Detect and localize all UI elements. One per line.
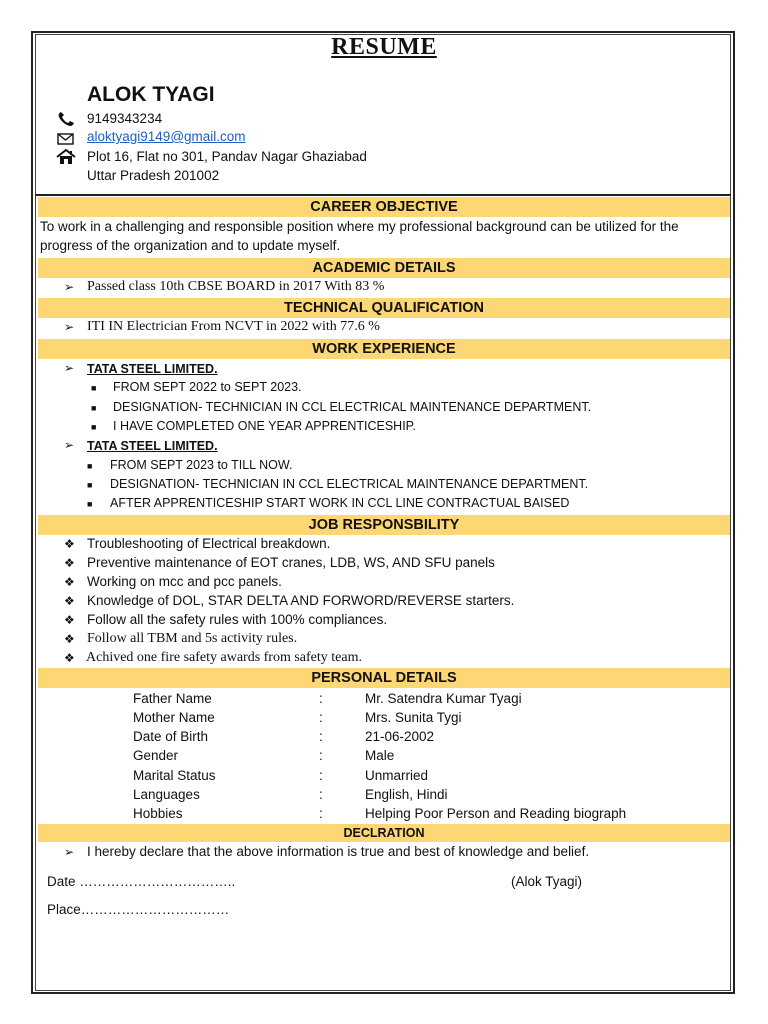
section-declaration: DECLRATION xyxy=(38,824,730,842)
personal-label: Date of Birth xyxy=(133,729,209,744)
personal-label: Hobbies xyxy=(133,806,183,821)
personal-label: Father Name xyxy=(133,691,212,706)
work-2-point-2: DESIGNATION- TECHNICIAN IN CCL ELECTRICAL MAINTENANCE DEPARTMENT. xyxy=(110,477,589,491)
section-technical-qualification: TECHNICAL QUALIFICATION xyxy=(38,298,730,318)
diamond-bullet-icon: ❖ xyxy=(64,556,75,570)
square-bullet-icon: ■ xyxy=(91,403,97,413)
phone-number: 9149343234 xyxy=(87,111,163,126)
footer-signature: (Alok Tyagi) xyxy=(511,874,583,889)
personal-label: Gender xyxy=(133,748,179,763)
personal-separator: : xyxy=(319,787,323,802)
header-divider xyxy=(35,194,731,196)
section-work-experience: WORK EXPERIENCE xyxy=(38,339,730,359)
personal-value: Mrs. Sunita Tygi xyxy=(365,710,462,725)
work-1-point-2: DESIGNATION- TECHNICIAN IN CCL ELECTRICAL MAINTENANCE DEPARTMENT. xyxy=(113,400,592,414)
personal-value: Unmarried xyxy=(365,768,429,783)
job-item-6: Follow all TBM and 5s activity rules. xyxy=(87,631,298,646)
footer-place: Place…………………………… xyxy=(47,902,230,917)
address-line-2: Uttar Pradesh 201002 xyxy=(87,168,220,183)
diamond-bullet-icon: ❖ xyxy=(64,613,75,627)
envelope-icon xyxy=(56,131,76,147)
address-line-1: Plot 16, Flat no 301, Pandav Nagar Ghaziabad xyxy=(87,149,367,164)
resume-title: RESUME xyxy=(331,34,437,60)
email-link[interactable]: aloktyagi9149@gmail.com xyxy=(87,129,246,144)
personal-value: Mr. Satendra Kumar Tyagi xyxy=(365,691,522,706)
personal-label: Marital Status xyxy=(133,768,216,783)
declaration-text: I hereby declare that the above information is true and best of knowledge and belief. xyxy=(87,844,590,859)
work-2-point-3: AFTER APPRENTICESHIP START WORK IN CCL LINE CONTRACTUAL BAISED xyxy=(110,496,570,510)
phone-icon xyxy=(56,111,76,127)
footer-date: Date …………………………….. xyxy=(47,874,236,889)
personal-separator: : xyxy=(319,710,323,725)
work-2-point-1: FROM SEPT 2023 to TILL NOW. xyxy=(110,458,293,472)
job-item-1: Troubleshooting of Electrical breakdown. xyxy=(87,536,331,551)
academic-item: Passed class 10th CBSE BOARD in 2017 With 83 % xyxy=(87,279,385,294)
candidate-name: ALOK TYAGI xyxy=(87,83,215,106)
diamond-bullet-icon: ❖ xyxy=(64,575,75,589)
section-personal-details: PERSONAL DETAILS xyxy=(38,668,730,688)
objective-line-2: progress of the organization and to update myself. xyxy=(40,238,341,253)
diamond-bullet-icon: ❖ xyxy=(64,632,75,646)
personal-separator: : xyxy=(319,748,323,763)
square-bullet-icon: ■ xyxy=(87,480,93,490)
personal-value: Helping Poor Person and Reading biograph xyxy=(365,806,627,821)
job-item-4: Knowledge of DOL, STAR DELTA AND FORWORD/REVERSE starters. xyxy=(87,593,515,608)
job-item-7: Achived one fire safety awards from safety team. xyxy=(86,650,362,665)
job-item-5: Follow all the safety rules with 100% compliances. xyxy=(87,612,388,627)
objective-line-1: To work in a challenging and responsible position where my professional background can be utilized for the xyxy=(40,219,679,234)
section-career-objective: CAREER OBJECTIVE xyxy=(38,197,730,217)
personal-separator: : xyxy=(319,806,323,821)
work-1-point-3: I HAVE COMPLETED ONE YEAR APPRENTICESHIP. xyxy=(113,419,416,433)
arrow-bullet-icon: ➢ xyxy=(64,280,75,294)
arrow-bullet-icon: ➢ xyxy=(64,320,75,334)
personal-value: 21-06-2002 xyxy=(365,729,435,744)
square-bullet-icon: ■ xyxy=(87,499,93,509)
personal-separator: : xyxy=(319,729,323,744)
personal-value: English, Hindi xyxy=(365,787,448,802)
job-item-3: Working on mcc and pcc panels. xyxy=(87,574,282,589)
square-bullet-icon: ■ xyxy=(87,461,93,471)
personal-separator: : xyxy=(319,691,323,706)
job-item-2: Preventive maintenance of EOT cranes, LDB, WS, AND SFU panels xyxy=(87,555,495,570)
section-job-responsibility: JOB RESPONSBILITY xyxy=(38,515,730,535)
personal-label: Languages xyxy=(133,787,200,802)
personal-value: Male xyxy=(365,748,395,763)
arrow-bullet-icon: ➢ xyxy=(64,438,75,452)
square-bullet-icon: ■ xyxy=(91,422,97,432)
work-1-point-1: FROM SEPT 2022 to SEPT 2023. xyxy=(113,380,302,394)
personal-label: Mother Name xyxy=(133,710,215,725)
diamond-bullet-icon: ❖ xyxy=(64,651,75,665)
work-company-2: TATA STEEL LIMITED. xyxy=(87,439,218,453)
home-icon xyxy=(56,149,76,165)
square-bullet-icon: ■ xyxy=(91,383,97,393)
section-academic-details: ACADEMIC DETAILS xyxy=(38,258,730,278)
diamond-bullet-icon: ❖ xyxy=(64,594,75,608)
arrow-bullet-icon: ➢ xyxy=(64,361,75,375)
arrow-bullet-icon: ➢ xyxy=(64,845,75,859)
personal-separator: : xyxy=(319,768,323,783)
diamond-bullet-icon: ❖ xyxy=(64,537,75,551)
technical-item: ITI IN Electrician From NCVT in 2022 with 77.6 % xyxy=(87,319,380,334)
work-company-1: TATA STEEL LIMITED. xyxy=(87,362,218,376)
